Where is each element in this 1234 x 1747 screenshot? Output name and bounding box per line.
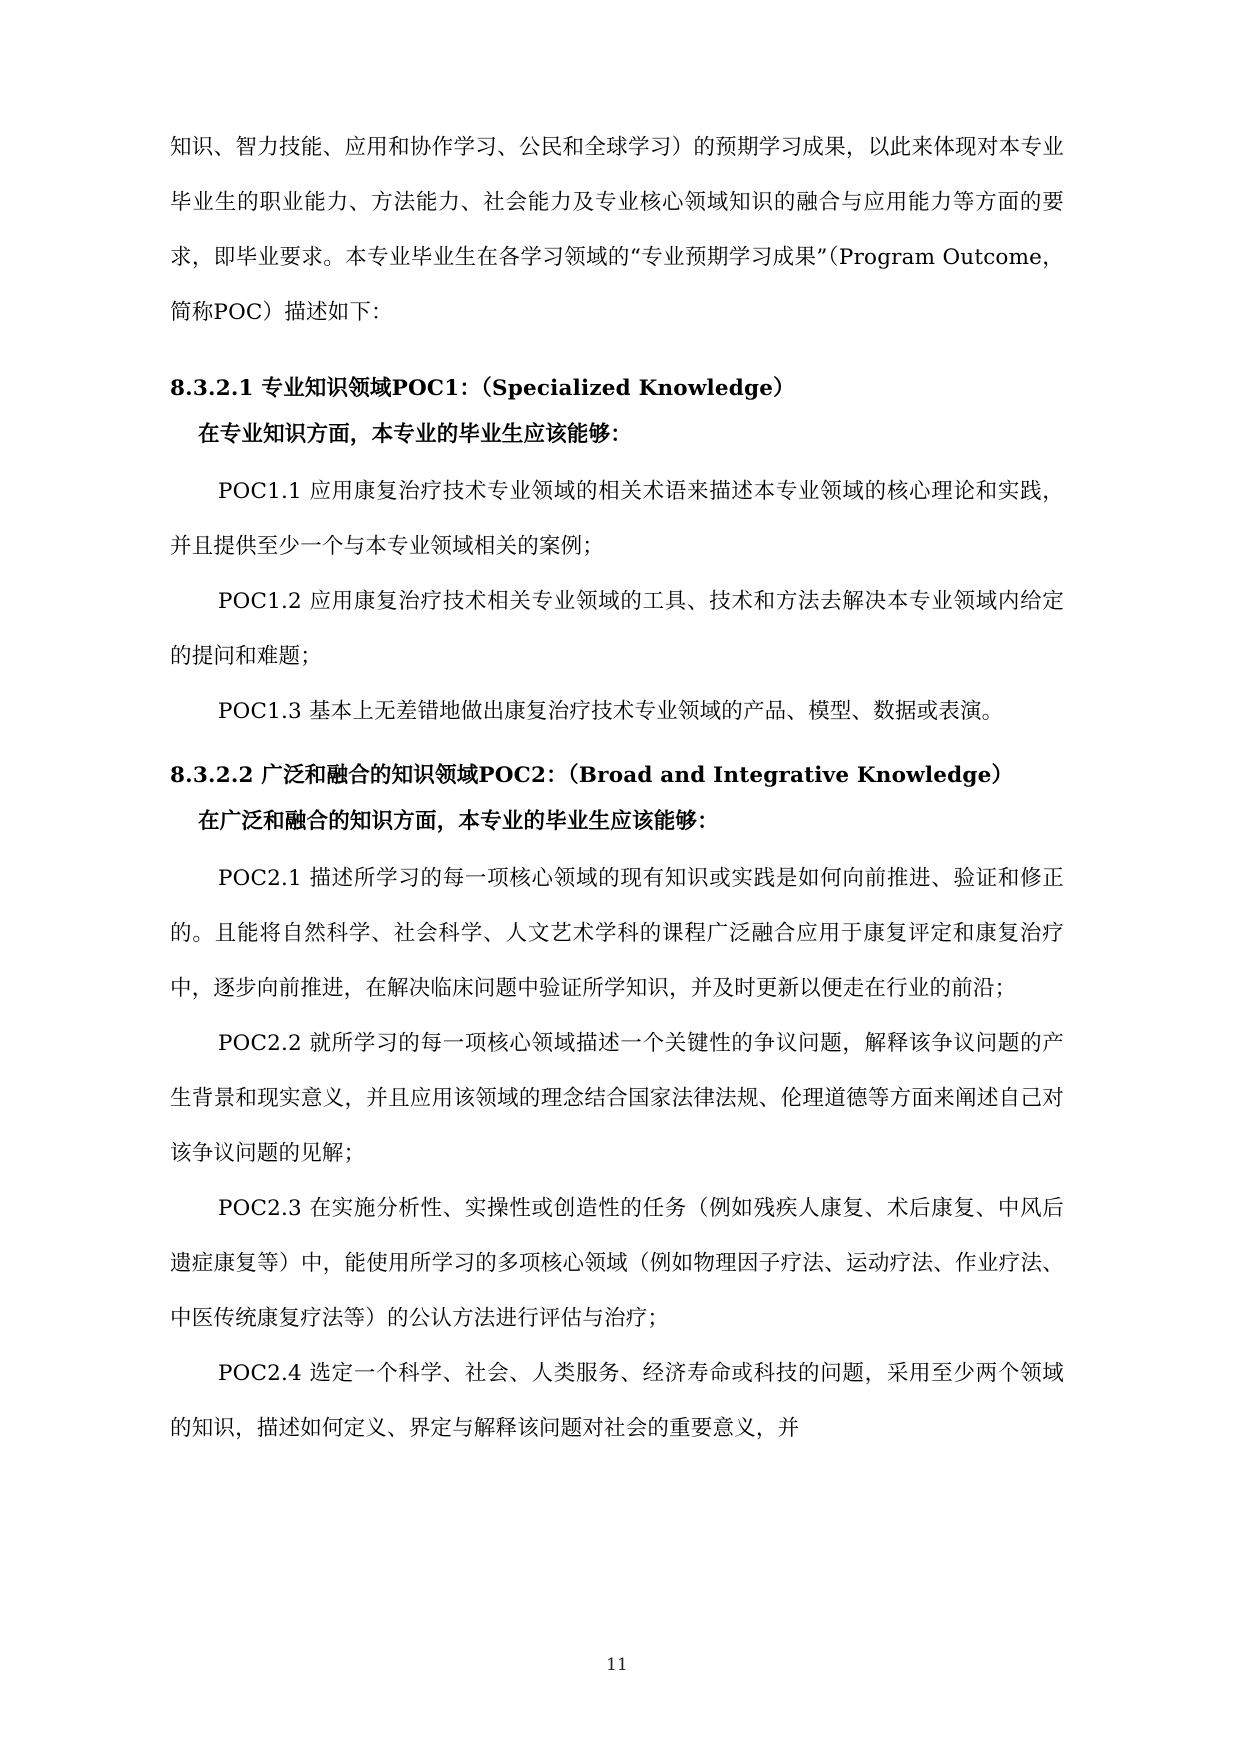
section-title: 广泛和融合的知识领域POC2：（Broad and Integrative Knowledge） xyxy=(261,763,1014,788)
section-heading-8-3-2-2 xyxy=(170,753,1064,845)
list-item: POC1.2 应用康复治疗技术相关专业领域的工具、技术和方法去解决本专业领域内给定的提问和难题； xyxy=(170,589,1064,669)
section-heading-8-3-2-1 xyxy=(170,366,1064,458)
list-item: POC2.1 描述所学习的每一项核心领域的现有知识或实践是如何向前推进、验证和修正的。且能将自然科学、社会科学、人文艺术学科的课程广泛融合应用于康复评定和康复治疗中，逐步向前推进，在解决临床问题中验证所学知识，并及时更新以便走在行业的前沿； xyxy=(170,866,1064,1001)
section-number: 8.3.2.1 xyxy=(170,376,254,401)
page-number: 11 xyxy=(606,1655,628,1675)
section-title: 专业知识领域POC1：（Specialized Knowledge） xyxy=(261,376,795,401)
section-number: 8.3.2.2 xyxy=(170,763,254,788)
section-subtitle: 在专业知识方面，本专业的毕业生应该能够： xyxy=(198,422,633,447)
list-item: POC1.3 基本上无差错地做出康复治疗技术专业领域的产品、模型、数据或表演。 xyxy=(218,699,1004,724)
list-item: POC2.4 选定一个科学、社会、人类服务、经济寿命或科技的问题，采用至少两个领域的知识，描述如何定义、界定与解释该问题对社会的重要意义，并 xyxy=(170,1361,1064,1441)
intro-paragraph: 知识、智力技能、应用和协作学习、公民和全球学习）的预期学习成果，以此来体现对本专业毕业生的职业能力、方法能力、社会能力及专业核心领域知识的融合与应用能力等方面的要求，即毕业要求。本专业毕业生在各学习领域的“专业预期学习成果”（Program Outcome，简称POC）描述如下： xyxy=(170,135,1064,325)
list-item: POC2.2 就所学习的每一项核心领域描述一个关键性的争议问题，解释该争议问题的产生背景和现实意义，并且应用该领域的理念结合国家法律法规、伦理道德等方面来阐述自己对该争议问题的见解； xyxy=(170,1031,1064,1166)
list-item: POC1.1 应用康复治疗技术专业领域的相关术语来描述本专业领域的核心理论和实践，并且提供至少一个与本专业领域相关的案例； xyxy=(170,479,1064,559)
list-item: POC2.3 在实施分析性、实操性或创造性的任务（例如残疾人康复、术后康复、中风后遗症康复等）中，能使用所学习的多项核心领域（例如物理因子疗法、运动疗法、作业疗法、中医传统康复疗法等）的公认方法进行评估与治疗； xyxy=(170,1196,1064,1331)
section-subtitle: 在广泛和融合的知识方面，本专业的毕业生应该能够： xyxy=(198,809,719,834)
